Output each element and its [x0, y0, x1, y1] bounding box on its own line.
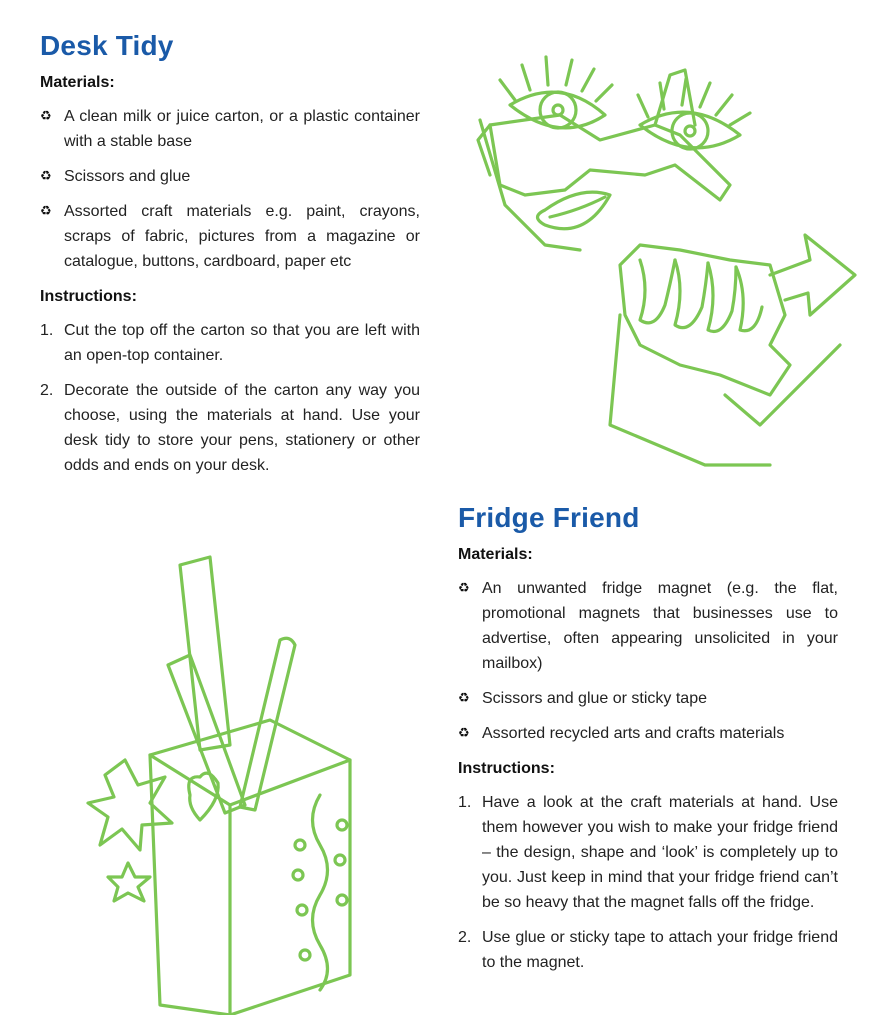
recycle-icon: ♻ [458, 725, 470, 740]
recycle-icon: ♻ [40, 108, 52, 123]
desk-tidy-illustration [80, 545, 380, 1015]
desk-tidy-section [40, 30, 420, 488]
list-item: ♻ Scissors and glue or sticky tape [458, 690, 707, 707]
recycle-icon: ♻ [40, 168, 52, 183]
recycle-icon: ♻ [458, 580, 470, 595]
fridge-friend-illustration [470, 45, 870, 485]
desk-tidy-title: Desk Tidy [40, 30, 174, 61]
desk-tidy-instructions-list [40, 318, 420, 478]
list-item: 2. Decorate the outside of the carton any way you choose, using the materials at hand. Use your desk tidy to store your pens, stationery or other odds and ends on your desk. [40, 382, 420, 474]
fridge-friend-materials-list [458, 576, 838, 746]
list-item: ♻ Assorted craft materials e.g. paint, crayons, scraps of fabric, pictures from a magazine or catalogue, buttons, cardboard, paper etc [40, 203, 420, 270]
recycle-icon: ♻ [40, 203, 52, 218]
recycle-icon: ♻ [458, 690, 470, 705]
fridge-friend-instructions-list [458, 790, 838, 975]
fridge-friend-instructions-heading: Instructions: [458, 760, 555, 777]
desk-tidy-instructions-heading: Instructions: [40, 288, 137, 305]
list-item: ♻ Scissors and glue [40, 168, 191, 185]
list-item: 1. Have a look at the craft materials at hand. Use them however you wish to make your fridge friend – the design, shape and ‘look’ is completely up to you. Just keep in mind that your fridge friend can’t be so heavy that the magnet falls off the fridge. [458, 794, 838, 911]
list-item: ♻ A clean milk or juice carton, or a plastic container with a stable base [40, 108, 420, 150]
list-item: ♻ An unwanted fridge magnet (e.g. the flat, promotional magnets that businesses use to advertise, often appearing unsolicited in your mailbox) [458, 580, 838, 672]
desk-tidy-materials-heading: Materials: [40, 74, 115, 91]
list-item: ♻ Assorted recycled arts and crafts materials [458, 725, 785, 742]
fridge-friend-materials-heading: Materials: [458, 546, 533, 563]
fridge-friend-section [458, 502, 838, 985]
fridge-friend-title: Fridge Friend [458, 502, 640, 533]
list-item: 2. Use glue or sticky tape to attach your fridge friend to the magnet. [458, 929, 838, 971]
desk-tidy-materials-list [40, 104, 420, 274]
list-item: 1. Cut the top off the carton so that you are left with an open-top container. [40, 322, 420, 364]
